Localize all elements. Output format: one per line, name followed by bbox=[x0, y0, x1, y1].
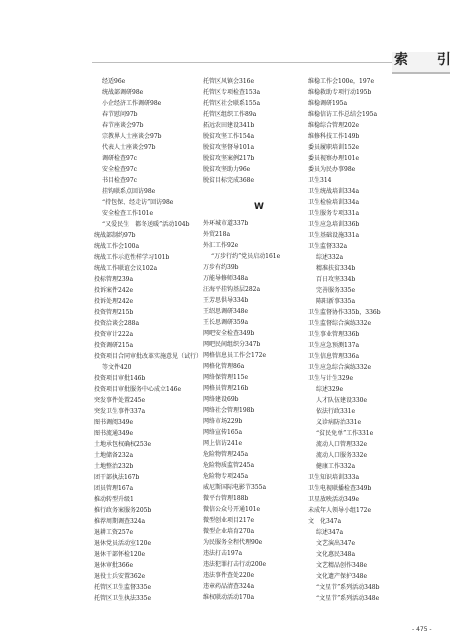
index-entry: 网络市场229b bbox=[203, 418, 243, 425]
index-subentry: “万步行约”党员启动161e bbox=[211, 253, 281, 260]
index-entry: 卫生314 bbox=[308, 177, 332, 184]
index-subentry: 小企经济工作调研98e bbox=[102, 100, 162, 107]
index-subentry: 统战部调研98e bbox=[102, 89, 144, 96]
index-subentry: 挂钩联系点回访98e bbox=[102, 188, 156, 195]
index-entry: 托管区卫生执法335e bbox=[94, 595, 152, 602]
index-entry: 外环城市道337b bbox=[203, 220, 249, 227]
index-entry: 托管区卫生监督335e bbox=[94, 584, 152, 591]
index-subentry: 综述332a bbox=[316, 254, 344, 261]
index-subentry: 依法行政331e bbox=[316, 408, 356, 415]
index-entry: 维稳调研195a bbox=[308, 100, 348, 107]
index-subentry: 代表人士座谈会97b bbox=[102, 144, 156, 151]
index-subentry: 文化惠民348a bbox=[316, 551, 356, 558]
index-entry: 文 化347a bbox=[308, 518, 342, 525]
index-subentry: 安全检查工作101e bbox=[102, 210, 154, 217]
index-entry: 外汇工作92e bbox=[203, 242, 239, 249]
index-entry: 违章药品清查324a bbox=[203, 583, 255, 590]
index-entry: 土地储备232a bbox=[94, 452, 134, 459]
index-subentry: 文艺演出347e bbox=[316, 540, 356, 547]
index-entry: 卫生基础设施331a bbox=[308, 232, 360, 239]
index-entry: 维稳工作会100e，197e bbox=[308, 78, 375, 85]
index-entry: 危险物质监管245a bbox=[203, 462, 255, 469]
index-entry: 危险物管理245a bbox=[203, 451, 249, 458]
index-entry: 统战工作联谊会议102a bbox=[94, 265, 158, 272]
index-entry: 万步有约39b bbox=[203, 264, 239, 271]
index-subentry: 健康工作332a bbox=[316, 463, 356, 470]
index-entry: 未成年人领导小组172e bbox=[308, 507, 372, 514]
index-entry: 网格信息员工作会172e bbox=[203, 352, 267, 359]
index-column-1 bbox=[94, 76, 206, 604]
index-entry: 投资项目审批146b bbox=[94, 375, 146, 382]
index-entry: 网吧民间组织分347b bbox=[203, 341, 261, 348]
index-entry: 网格化管理86a bbox=[203, 363, 245, 370]
page-title: 索 引 bbox=[394, 52, 463, 68]
index-entry: 违法事件查处220e bbox=[203, 572, 255, 579]
index-entry: 卫生监督协作335b，336b bbox=[308, 309, 381, 316]
index-subentry: 流动人口服务332e bbox=[316, 452, 368, 459]
index-subentry: 陈阳新事335a bbox=[316, 298, 356, 305]
index-subentry: “文星节”系列活动348e bbox=[316, 595, 380, 602]
index-subentry: “又爱民生 都冬送暖”活动104b bbox=[102, 221, 190, 228]
index-subentry: 安全检查97c bbox=[102, 166, 137, 173]
index-entry: 退休党员活动室120e bbox=[94, 540, 152, 547]
index-entry: 托管区专项检查153a bbox=[203, 89, 261, 96]
index-entry: 团干部执法167b bbox=[94, 474, 140, 481]
index-subentry: 春节座谈会97b bbox=[102, 122, 144, 129]
index-entry: 投资管理215b bbox=[94, 309, 134, 316]
index-spacer bbox=[203, 186, 315, 197]
index-entry: 脱贫攻坚督导101a bbox=[203, 144, 255, 151]
index-entry: 网上信访241e bbox=[203, 440, 243, 447]
index-subentry: 百日攻坚334b bbox=[316, 276, 356, 283]
index-entry: 万能导修师348a bbox=[203, 275, 249, 282]
index-subentry: 综述347a bbox=[316, 529, 344, 536]
index-subentry: 调研检查97c bbox=[102, 155, 137, 162]
index-entry: 退耕工资257e bbox=[94, 529, 134, 536]
index-entry: 托管区组织工作89a bbox=[203, 111, 257, 118]
index-entry: 维稳救助专项行动195b bbox=[308, 89, 372, 96]
index-entry: 土地承包权确权253e bbox=[94, 441, 152, 448]
index-entry: 卫生与计生329e bbox=[308, 375, 354, 382]
index-entry: 投资项目审批服务中心成立146e bbox=[94, 386, 182, 393]
index-entry: 外贸218a bbox=[203, 231, 231, 238]
index-subentry: “持包保、经走访”回访98e bbox=[102, 199, 174, 206]
index-entry: 卫生检验培训334a bbox=[308, 199, 360, 206]
index-entry: 突发卫生事件337a bbox=[94, 408, 146, 415]
index-entry: 卫生应急预测137a bbox=[308, 342, 360, 349]
index-entry: 推行政务案服务205b bbox=[94, 507, 152, 514]
index-entry: 王长思调研359a bbox=[203, 319, 249, 326]
index-entry: 团员管理167a bbox=[94, 485, 134, 492]
index-subentry: “贫民免单”工作331e bbox=[316, 430, 374, 437]
index-entry: 卫生电视联播检查349b bbox=[308, 485, 372, 492]
index-entry: 危险物专项245a bbox=[203, 473, 249, 480]
index-subentry: 综述329e bbox=[316, 386, 344, 393]
index-entry: 维权联动活动170a bbox=[203, 594, 255, 601]
index-entry: 威尼斯国际电影节355a bbox=[203, 484, 267, 491]
index-entry: 卫生事业管理336b bbox=[308, 331, 360, 338]
index-entry: 网络建设69b bbox=[203, 396, 239, 403]
index-entry: 退休审批366e bbox=[94, 562, 134, 569]
index-subentry: 文化遗产保护348e bbox=[316, 573, 368, 580]
index-entry: 违法打击197a bbox=[203, 550, 243, 557]
index-entry: 统战部制约97b bbox=[94, 232, 136, 239]
index-entry: 投诉案件242e bbox=[94, 287, 134, 294]
index-entry: 王芳思供导334b bbox=[203, 297, 249, 304]
index-entry: 汪海平挂钩基层282a bbox=[203, 286, 261, 293]
index-entry: 图书流通349e bbox=[94, 430, 134, 437]
index-entry: 卫生信息管理336a bbox=[308, 353, 360, 360]
header-rule bbox=[92, 62, 392, 63]
index-entry: 拓远农田建设341b bbox=[203, 122, 255, 129]
page-number: - 475 - bbox=[412, 626, 432, 633]
index-entry: 网吧安全检查349b bbox=[203, 330, 255, 337]
index-entry: 委员视察办理101e bbox=[308, 155, 360, 162]
index-entry: 委员为民办事98e bbox=[308, 166, 356, 173]
index-entry: 退休干部怀检120e bbox=[94, 551, 146, 558]
index-entry: 投标管理239a bbox=[94, 276, 134, 283]
index-entry: 微型创业项目217e bbox=[203, 517, 255, 524]
index-section-letter: W bbox=[254, 202, 264, 212]
index-subentry: 春节慰问97b bbox=[102, 111, 138, 118]
index-entry: 卫生知识培训333a bbox=[308, 474, 360, 481]
index-entry: 投诉处理242e bbox=[94, 298, 134, 305]
index-entry: 卫生服务专项331a bbox=[308, 210, 360, 217]
index-subentry: 流动人口管理332e bbox=[316, 441, 368, 448]
index-entry: 脱贫目标完成368e bbox=[203, 177, 255, 184]
index-entry: 微信公众号开通101e bbox=[203, 506, 261, 513]
index-subentry: 书目检查97c bbox=[102, 177, 137, 184]
index-entry: 维稳信访工作总结会195a bbox=[308, 111, 378, 118]
index-subentry: 宗教界人士座谈会97b bbox=[102, 133, 162, 140]
index-entry: 推荐周期调查324a bbox=[94, 518, 146, 525]
index-entry: 王绍思调研348e bbox=[203, 308, 249, 315]
index-entry: 维修科技工作149b bbox=[308, 133, 360, 140]
index-subentry: 完善服务335e bbox=[316, 287, 356, 294]
index-entry: 脱贫攻坚助力96e bbox=[203, 166, 251, 173]
index-entry: 微型企业培育270a bbox=[203, 528, 255, 535]
index-entry: 投资洽谈会288a bbox=[94, 320, 140, 327]
index-subentry: 经适96e bbox=[102, 78, 126, 85]
index-entry: 违法犯罪打击行动200e bbox=[203, 561, 267, 568]
index-entry: 统战工作会100a bbox=[94, 243, 140, 250]
index-entry: 网络宣传165a bbox=[203, 429, 243, 436]
index-entry: 等文件420 bbox=[102, 364, 132, 371]
index-entry: 图书调阅349e bbox=[94, 419, 134, 426]
index-column-2 bbox=[203, 76, 315, 603]
index-entry: 突发事件处置245e bbox=[94, 397, 146, 404]
index-entry: 卫星放映活动349e bbox=[308, 496, 360, 503]
index-entry: 为民服务全程代理90e bbox=[203, 539, 263, 546]
index-entry: 维稳综合管理202e bbox=[308, 122, 360, 129]
index-entry: 投资审计222a bbox=[94, 331, 134, 338]
index-entry: 委员履职培训152e bbox=[308, 144, 360, 151]
index-entry: 投资项目合同审批改革实施意见（试行） bbox=[94, 353, 203, 360]
index-entry: 退役士兵安置362e bbox=[94, 573, 146, 580]
index-entry: 卫生应急综合演练332e bbox=[308, 364, 372, 371]
index-subentry: “文星节”系列活动348b bbox=[316, 584, 380, 591]
index-entry: 托管区社会联系155a bbox=[203, 100, 261, 107]
index-subentry: 文艺精品创作348e bbox=[316, 562, 368, 569]
index-entry: 网格员管理216b bbox=[203, 385, 249, 392]
index-entry: 卫生应急培训336b bbox=[308, 221, 360, 228]
index-subentry: 精准扶贫334b bbox=[316, 265, 356, 272]
index-entry: 投资调研215a bbox=[94, 342, 134, 349]
index-entry: 网络社会管理198b bbox=[203, 407, 255, 414]
index-entry: 土地整治232b bbox=[94, 463, 134, 470]
index-entry: 卫生统战培训334a bbox=[308, 188, 360, 195]
index-entry: 微平台管理188b bbox=[203, 495, 249, 502]
index-entry: 脱贫攻坚案例217b bbox=[203, 155, 255, 162]
index-entry: 推动转型升级1 bbox=[94, 496, 134, 503]
index-entry: 卫生监督综合演练332e bbox=[308, 320, 372, 327]
index-column-3 bbox=[308, 76, 420, 604]
index-entry: 卫生监督332a bbox=[308, 243, 348, 250]
index-entry: 托管区风镇会316e bbox=[203, 78, 255, 85]
index-entry: 脱贫攻坚工作154a bbox=[203, 133, 255, 140]
index-subentry: 人才队伍建设330e bbox=[316, 397, 368, 404]
index-entry: 网络保管理115e bbox=[203, 374, 249, 381]
index-entry: 统战工作示范性样学习101b bbox=[94, 254, 170, 261]
index-subentry: 义诊病防治331e bbox=[316, 419, 362, 426]
